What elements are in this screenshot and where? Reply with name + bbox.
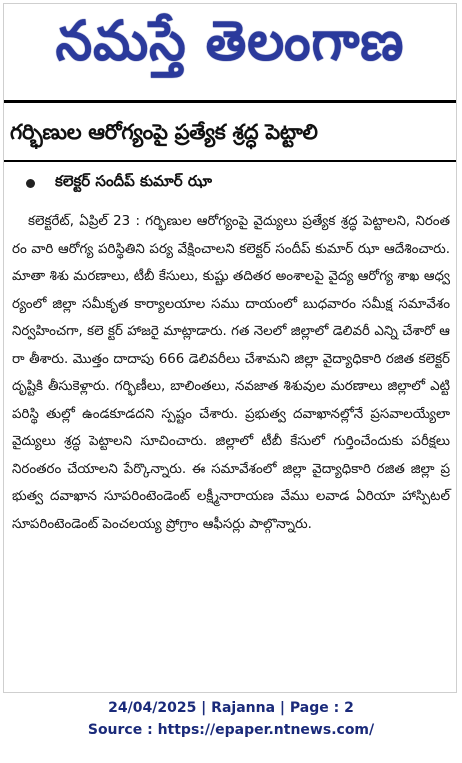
masthead-logo: నమస్తే తెలంగాణ bbox=[55, 9, 405, 73]
bullet-icon bbox=[26, 179, 35, 188]
article-headline: గర్భిణుల ఆరోగ్యంపై ప్రత్యేక శ్రద్ధ పెట్టాలి bbox=[10, 120, 318, 144]
newspaper-masthead bbox=[4, 4, 456, 92]
article-body: కలెక్టరేట్, ఏప్రిల్ 23 : గర్భిణుల ఆరోగ్యంపై వైద్యులు ప్రత్యేక శ్రద్ధ పెట్టాలని, నిరంతరం వారి ఆరోగ్య పరిస్థితిని పర్య వేక్షించాలని కలెక్టర్ సందీప్ కుమార్ ఝా ఆదేశించారు. మాతా శిశు మరణాలు, టీబీ కేసులు, కుష్టు తదితర అంశాలపై వైద్య ఆరోగ్య శాఖ ఆధ్వర్యంలో జిల్లా సమీకృత కార్యాలయాల సము దాయంలో బుధవారం సమీక్ష సమావేశం నిర్వహించగా, కలె క్టర్ హాజరై మాట్లాడారు. గత నెలలో జిల్లాలో డెలివరీ ఎన్ని చేశారో ఆరా తీశారు. మొత్తం దాదాపు 666 డెలివరీలు చేశామని జిల్లా వైద్యాధికారి రజిత కలెక్టర్ దృష్టికి తీసుకెళ్లారు. గర్భిణీలు, బాలింతలు, నవజాత శిశువుల మరణాలు జిల్లాలో ఎట్టి పరిస్థి తుల్లో ఉండకూడదని స్పష్టం చేశారు. ప్రభుత్వ దవాఖానల్లోనే ప్రసవాలయ్యేలా వైద్యులు శ్రద్ధ పెట్టాలని సూచించారు. జిల్లాలో టీబీ కేసులో గుర్తించేందుకు పరీక్షలు నిరంతరం చేయాలని పేర్కొన్నారు. ఈ సమావేశంలో జిల్లా వైద్యాధికారి రజిత జిల్లా ప్రభుత్వ దవాఖాన సూపరింటెండెంట్ లక్ష్మీనారాయణ వేము లవాడ ఏరియా హాస్పిటల్ సూపరింటెండెంట్ పెంచలయ్య ప్రోగ్రాం ఆఫీసర్లు పాల్గొన్నారు. bbox=[12, 214, 450, 532]
source-link[interactable]: Source : https://epaper.ntnews.com/ bbox=[87, 722, 375, 738]
byline-text: కలెక్టర్ సందీప్ కుమార్ ఝా bbox=[55, 172, 212, 190]
edition-info: 24/04/2025 | Rajanna | Page : 2 bbox=[108, 700, 354, 716]
masthead-divider bbox=[4, 100, 456, 103]
article-byline bbox=[26, 172, 446, 194]
headline-divider bbox=[4, 160, 456, 162]
